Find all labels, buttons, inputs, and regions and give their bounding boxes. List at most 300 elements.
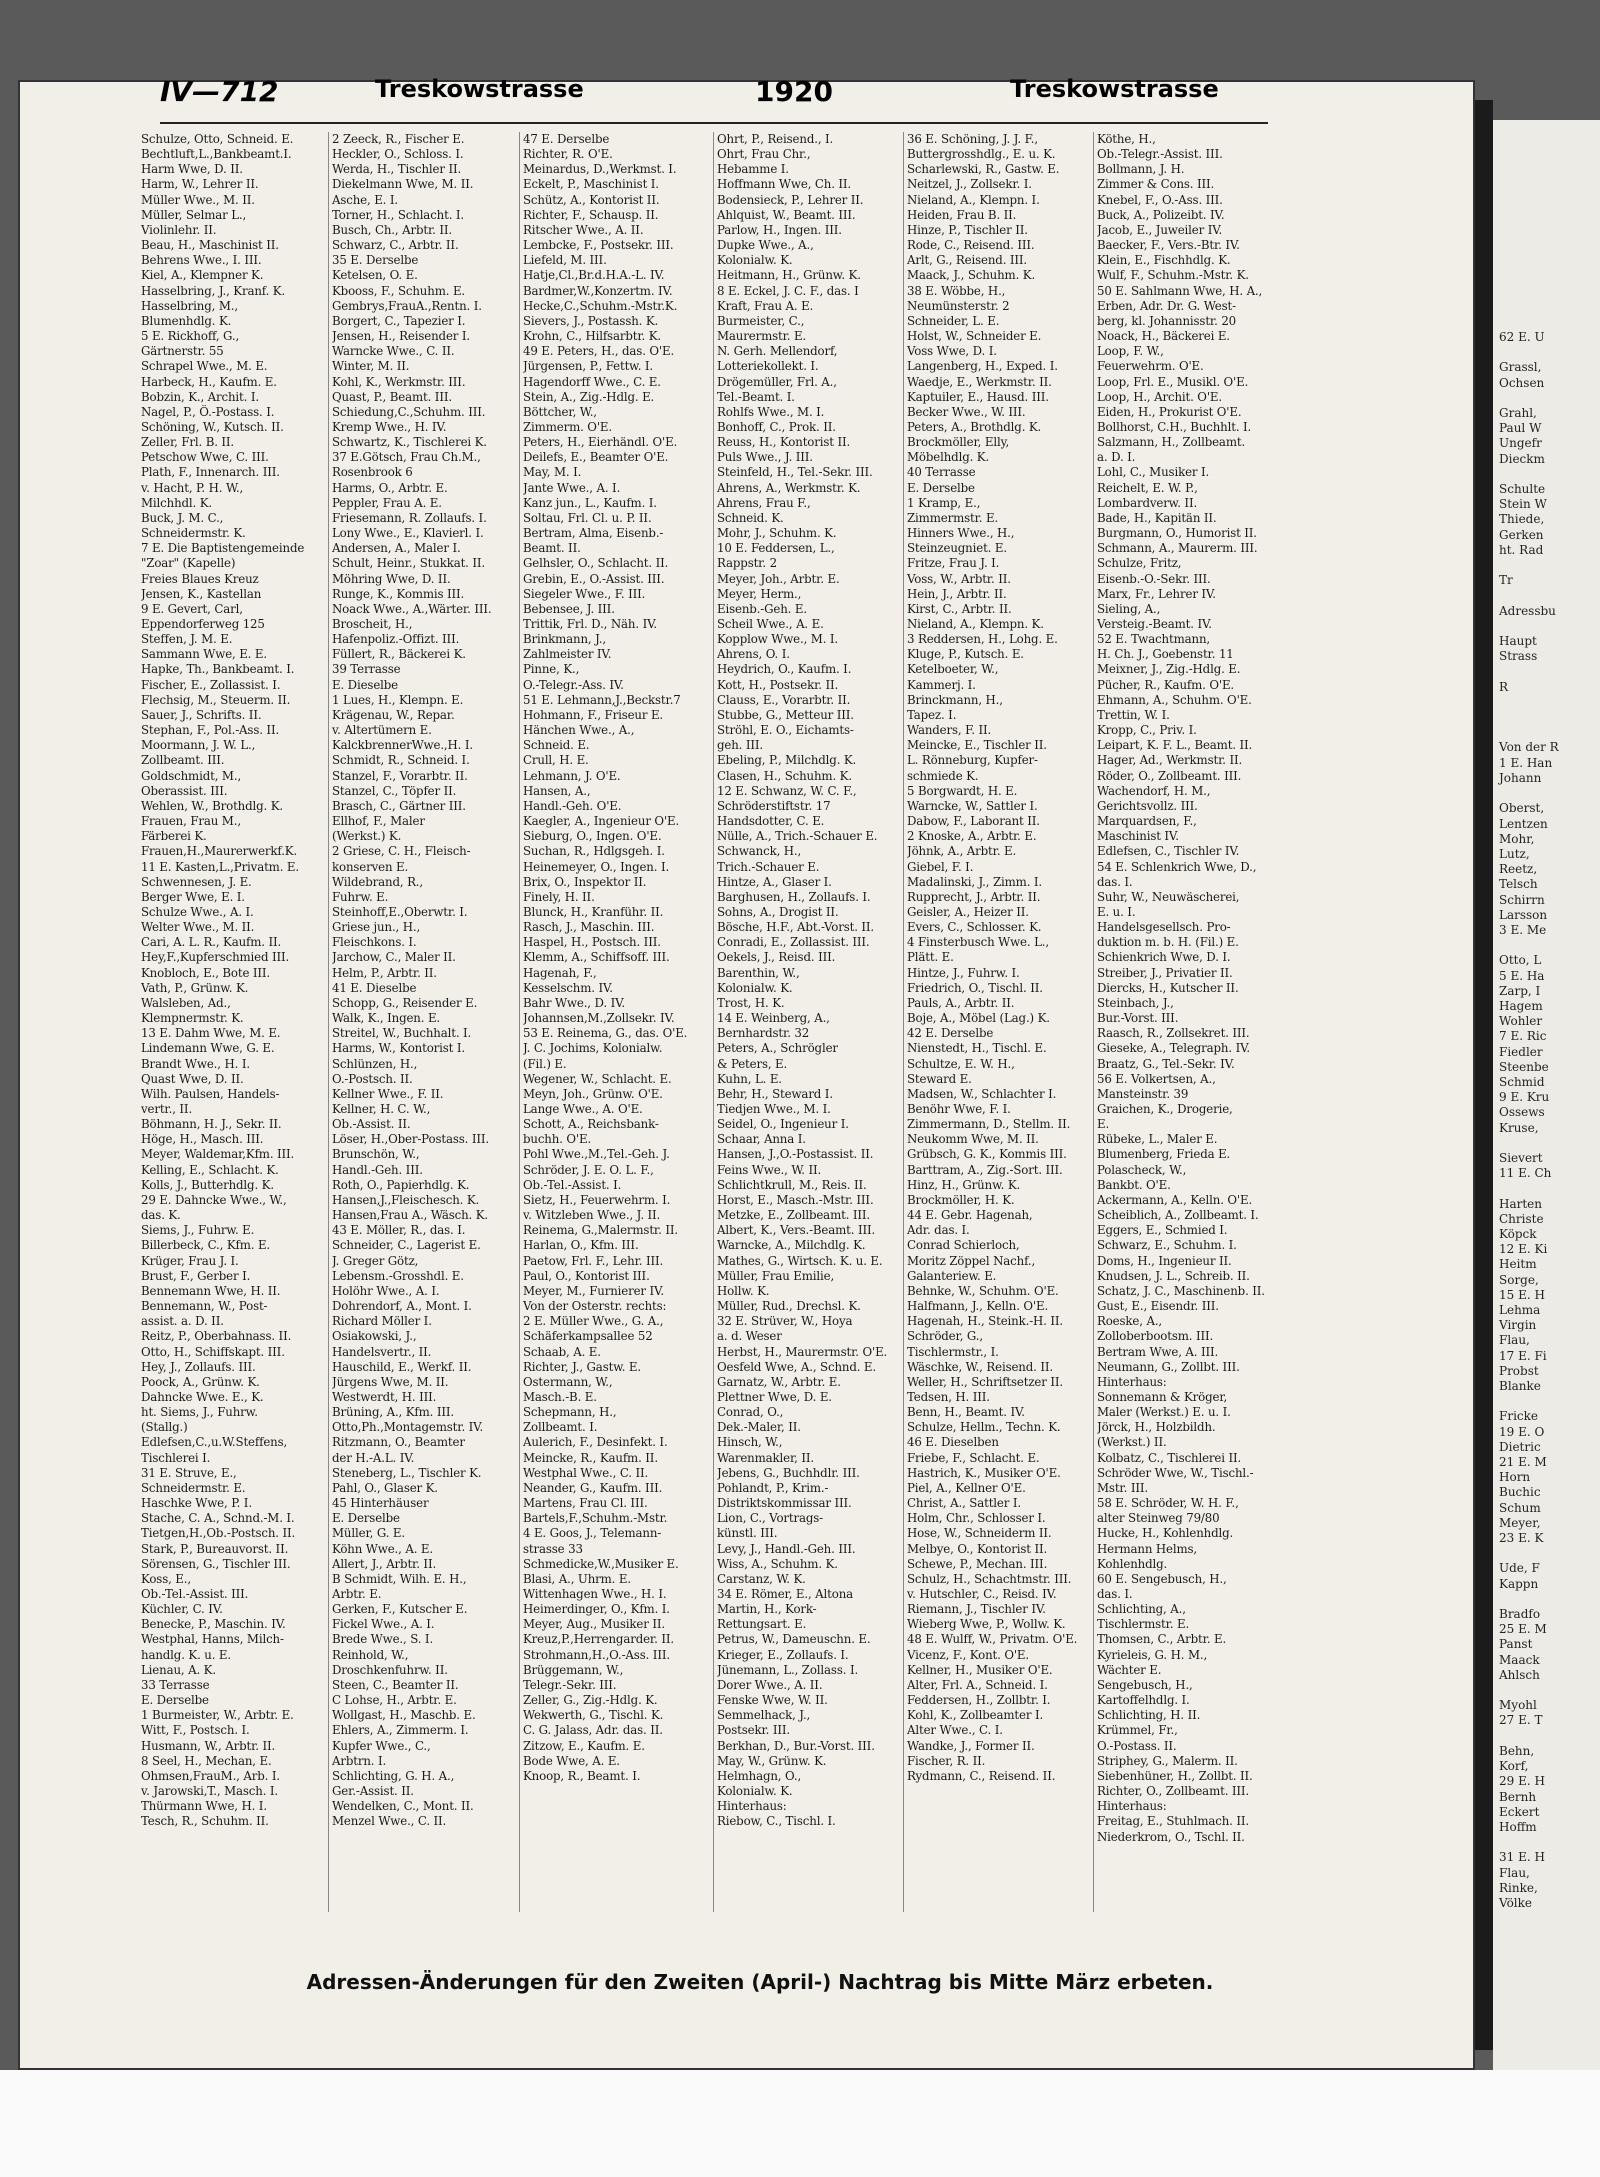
directory-entry: Krägenau, W., Repar. [332, 707, 455, 722]
directory-entry: Griese jun., H., [332, 920, 421, 935]
directory-entry: Blumenberg, Frieda E. [1097, 1147, 1231, 1162]
directory-entry: Ob.-Tel.-Assist. III. [141, 1587, 249, 1601]
directory-entry: Pinne, K., [523, 662, 580, 677]
column-1 [138, 132, 325, 1912]
directory-entry: Jürgensen, P., Fettw. I. [523, 359, 654, 374]
directory-entry: Schütz, A., Kontorist II. [523, 192, 660, 207]
directory-entry: Kolonialw. K. [717, 980, 793, 995]
directory-entry: Schwarz, E., Schuhm. I. [1097, 1238, 1237, 1253]
directory-entry: Gust, E., Eisendr. III. [1097, 1299, 1219, 1314]
adjacent-page-line [1499, 695, 1599, 710]
directory-entry: Lindemann Wwe, G. E. [141, 1041, 275, 1056]
directory-entry: Andersen, A., Maler I. [332, 541, 461, 556]
adjacent-page-line: 19 E. O [1499, 1424, 1545, 1439]
directory-entry: Zimmermann, D., Stellm. II. [907, 1117, 1071, 1132]
directory-entry: Lange Wwe., A. O'E. [523, 1102, 643, 1116]
directory-entry: Gelhsler, O., Schlacht. II. [523, 556, 669, 571]
directory-entry: Bartels,F.,Schuhm.-Mstr. [523, 1511, 668, 1526]
directory-entry: Heitmann, H., Grünw. K. [717, 268, 861, 283]
directory-entry: Scheiblich, A., Zollbeamt. I. [1097, 1208, 1259, 1223]
directory-entry: Schulze, Fritz, [1097, 556, 1182, 571]
directory-entry: Galanteriew. E. [907, 1268, 997, 1283]
directory-entry: Sauer, J., Schrifts. II. [141, 707, 262, 722]
directory-entry: Eisenb.-Geh. E. [717, 601, 807, 616]
directory-entry: Metzke, E., Zollbeamt. III. [717, 1208, 871, 1223]
adjacent-page-line: Johann [1499, 770, 1542, 785]
directory-entry: Lotteriekollekt. I. [717, 359, 819, 374]
directory-entry: Adr. das. I. [907, 1223, 970, 1238]
directory-entry: Hagenah, F., [523, 965, 597, 980]
directory-entry: Neitzel, J., Zollsekr. I. [907, 177, 1032, 192]
directory-entry: Stanzel, C., Töpfer II. [332, 783, 457, 798]
directory-entry: v. Altertümern E. [332, 723, 432, 738]
adjacent-page-line [1499, 391, 1599, 406]
adjacent-page-line: Maack [1499, 1652, 1540, 1667]
directory-entry: Hafenpoliz.-Offizt. III. [332, 632, 460, 647]
directory-entry: Friesemann, R. Zollaufs. I. [332, 510, 487, 525]
directory-entry: Kanz jun., L., Kaufm. I. [523, 495, 657, 510]
directory-entry: Oesfeld Wwe, A., Schnd. E. [717, 1359, 876, 1374]
directory-entry: Tischlermstr., I. [907, 1344, 999, 1359]
adjacent-page-line: Paul W [1499, 421, 1542, 436]
directory-entry: Kropp, C., Priv. I. [1097, 723, 1197, 738]
directory-entry: Walk, K., Ingen. E. [332, 1011, 441, 1026]
adjacent-page-line: Schulte [1499, 482, 1546, 497]
adjacent-page-line: 15 E. H [1499, 1287, 1545, 1302]
adjacent-page-line: Sievert [1499, 1150, 1543, 1165]
directory-entry: Zollbeamt. III. [141, 753, 225, 768]
directory-entry: L. Rönneburg, Kupfer- [907, 753, 1038, 768]
directory-entry: Kreuz,P.,Herrengarder. II. [523, 1632, 674, 1647]
directory-entry: Rode, C., Reisend. III. [907, 238, 1035, 253]
directory-entry: Harm Wwe, D. II. [141, 162, 243, 177]
directory-entry: Fenske Wwe, W. II. [717, 1693, 828, 1708]
directory-entry: 47 E. Derselbe [523, 132, 610, 146]
directory-entry: Hey,F.,Kupferschmied III. [141, 950, 290, 965]
adjacent-page-line [1499, 938, 1599, 953]
directory-entry: Jürgens Wwe, M. II. [332, 1374, 449, 1389]
adjacent-page-line: Otto, L [1499, 953, 1542, 968]
directory-entry: Allert, J., Arbtr. II. [332, 1556, 437, 1571]
directory-entry: C Lohse, H., Arbtr. E. [332, 1693, 457, 1708]
directory-entry: Madalinski, J., Zimm. I. [907, 874, 1043, 889]
directory-entry: Wollgast, H., Maschb. E. [332, 1708, 476, 1723]
directory-entry: Goldschmidt, M., [141, 768, 242, 783]
directory-entry: Trich.-Schauer E. [717, 859, 820, 874]
directory-entry: 60 E. Sengebusch, H., [1097, 1571, 1227, 1586]
directory-entry: Bardmer,W.,Konzertm. IV. [523, 283, 673, 298]
adjacent-page-fragment [1493, 120, 1600, 2080]
directory-entry: Winter, M. II. [332, 359, 410, 374]
directory-entry: Hinterhaus: [1097, 1799, 1167, 1814]
directory-entry: Bobzin, K., Archit. I. [141, 389, 259, 404]
adjacent-page-line: Meyer, [1499, 1515, 1541, 1530]
adjacent-page-line [1499, 467, 1599, 482]
directory-entry: Hatje,Cl.,Br.d.H.A.-L. IV. [523, 268, 665, 283]
directory-entry: Roeske, A., [1097, 1314, 1163, 1329]
directory-entry: Warncke, A., Milchdlg. K. [717, 1238, 866, 1253]
directory-entry: Krieger, E., Zollaufs. I. [717, 1647, 849, 1662]
directory-entry: Husmann, W., Arbtr. II. [141, 1738, 276, 1753]
directory-entry: Bertram Wwe, A. III. [1097, 1344, 1219, 1359]
street-name-right: Treskowstrasse [1010, 75, 1219, 103]
directory-entry: Moormann, J. W. L., [141, 738, 256, 753]
directory-entry: Soltau, Frl. Cl. u. P. II. [523, 510, 652, 525]
directory-entry: Kraft, Frau A. E. [717, 298, 814, 313]
column-5 [903, 132, 1091, 1912]
directory-entry: Hansen, J.,O.-Postassist. II. [717, 1147, 874, 1162]
directory-entry: Kupfer Wwe., C., [332, 1738, 431, 1753]
directory-entry: Noack, H., Bäckerei E. [1097, 329, 1230, 344]
adjacent-page-line: Korf, [1499, 1759, 1529, 1774]
directory-entry: Jensen, H., Reisender I. [332, 329, 470, 344]
directory-entry: Horst, E., Masch.-Mstr. III. [717, 1192, 874, 1207]
adjacent-page-line [1499, 786, 1599, 801]
directory-entry: Zimmerm. O'E. [523, 419, 612, 434]
directory-entry: (Fil.) E. [523, 1056, 567, 1071]
directory-entry: Maler (Werkst.) E. u. I. [1097, 1405, 1231, 1420]
directory-entry: 2 Griese, C. H., Fleisch- [332, 844, 471, 859]
directory-entry: Kolbatz, C., Tischlerei II. [1097, 1450, 1242, 1465]
adjacent-page-line: 11 E. Ch [1499, 1166, 1552, 1181]
directory-entry: Bade, H., Kapitän II. [1097, 510, 1217, 525]
directory-entry: Bennemann, W., Post- [141, 1299, 268, 1314]
adjacent-page-line: Eckert [1499, 1804, 1540, 1819]
directory-entry: Knudsen, J. L., Schreib. II. [1097, 1268, 1250, 1283]
adjacent-page-line: Hoffm [1499, 1819, 1537, 1834]
directory-entry: Eppendorferweg 125 [141, 617, 265, 631]
directory-entry: Richter, F., Schausp. II. [523, 207, 659, 222]
directory-entry: Fleischkons. I. [332, 935, 417, 950]
directory-entry: Helmhagn, O., [717, 1768, 802, 1783]
directory-entry: Berger Wwe, E. I. [141, 889, 245, 904]
directory-entry: Rupprecht, J., Arbtr. II. [907, 889, 1041, 904]
directory-entry: Schneidermstr. K. [141, 526, 246, 541]
directory-entry: v. Hutschler, C., Reisd. IV. [907, 1587, 1057, 1601]
directory-entry: Broscheit, H., [332, 617, 413, 631]
directory-entry: Conrad Schierloch, [907, 1238, 1020, 1253]
directory-entry: Sohns, A., Drogist II. [717, 904, 839, 919]
directory-entry: Barghusen, H., Zollaufs. I. [717, 889, 871, 904]
directory-entry: 34 E. Römer, E., Altona [717, 1587, 854, 1601]
directory-entry: Zolloberbootsm. III. [1097, 1329, 1214, 1344]
directory-entry: Ackermann, A., Kelln. O'E. [1097, 1192, 1253, 1207]
directory-entry: 37 E.Götsch, Frau Ch.M., [332, 450, 481, 465]
directory-entry: Brinkmann, J., [523, 632, 606, 647]
directory-entry: N. Gerh. Mellendorf, [717, 344, 838, 359]
directory-entry: Semmelhack, J., [717, 1708, 811, 1723]
directory-entry: Fischer, E., Zollassist. I. [141, 677, 281, 692]
directory-entry: Brinckmann, H., [907, 692, 1003, 707]
adjacent-page-line: 23 E. K [1499, 1531, 1544, 1546]
directory-entry: Richard Möller I. [332, 1314, 432, 1329]
directory-entry: Brüning, A., Kfm. III. [332, 1405, 454, 1420]
directory-entry: Dahncke Wwe. E., K. [141, 1389, 264, 1404]
adjacent-page-line [1499, 558, 1599, 573]
adjacent-page-line: Adressbu [1499, 603, 1556, 618]
directory-entry: Hinsch, W., [717, 1435, 783, 1450]
directory-entry: Klempnermstr. K. [141, 1011, 244, 1026]
directory-entry: Sonnemann & Kröger, [1097, 1389, 1228, 1404]
adjacent-page-line: Christe [1499, 1211, 1544, 1226]
directory-entry: Buttergrosshdlg., E. u. K. [907, 147, 1056, 162]
directory-entry: Boje, A., Möbel (Lag.) K. [907, 1011, 1050, 1026]
directory-entry: Bankbt. O'E. [1097, 1177, 1171, 1192]
directory-entry: Strohmann,H.,O.-Ass. III. [523, 1647, 670, 1662]
directory-entry: Blumenhdlg. K. [141, 313, 232, 328]
directory-entry: Plätt. E. [907, 950, 954, 965]
directory-entry: Rosenbrook 6 [332, 465, 413, 480]
directory-entry: 39 Terrasse [332, 662, 401, 677]
directory-entry: Salzmann, H., Zollbeamt. [1097, 435, 1246, 450]
directory-entry: Wächter E. [1097, 1662, 1162, 1677]
directory-entry: Wieberg Wwe, P., Wollw. K. [907, 1617, 1066, 1632]
directory-entry: Menzel Wwe., C. II. [332, 1814, 447, 1829]
directory-entry: Meixner, J., Zig.-Hdlg. E. [1097, 662, 1241, 677]
directory-entry: Wandke, J., Former II. [907, 1738, 1035, 1753]
directory-entry: Knoop, R., Beamt. I. [523, 1768, 641, 1783]
directory-entry: Handsdotter, C. E. [717, 814, 825, 829]
directory-entry: Bur.-Vorst. III. [1097, 1011, 1179, 1026]
directory-entry: Tischlermstr. E. [1097, 1617, 1190, 1632]
directory-entry: Aulerich, F., Desinfekt. I. [523, 1435, 668, 1450]
adjacent-page-line: Tr [1499, 573, 1513, 588]
directory-entry: Schneid. E. [523, 738, 590, 753]
directory-entry: (Stallg.) [141, 1420, 188, 1435]
directory-entry: Arbtr. E. [332, 1587, 382, 1601]
directory-entry: Meyer, M., Furnierer IV. [523, 1283, 664, 1298]
adjacent-page-line: Schirrn [1499, 892, 1545, 907]
directory-entry: Schröderstiftstr. 17 [717, 798, 831, 813]
directory-entry: Tietgen,H.,Ob.-Postsch. II. [141, 1526, 296, 1541]
directory-entry: Borgert, C., Tapezier I. [332, 313, 466, 328]
adjacent-page-line: Haupt [1499, 634, 1537, 649]
adjacent-page-line: Buchic [1499, 1485, 1541, 1500]
directory-entry: Hauschild, E., Werkf. II. [332, 1359, 472, 1374]
directory-entry: Dorer Wwe., A. II. [717, 1677, 823, 1692]
directory-entry: Stein, A., Zig.-Hdlg. E. [523, 389, 655, 404]
directory-entry: Clasen, H., Schuhm. K. [717, 768, 852, 783]
directory-entry: Jörck, H., Holzbildh. [1097, 1420, 1216, 1435]
directory-entry: Mstr. III. [1097, 1480, 1148, 1495]
directory-entry: Meincke, R., Kaufm. II. [523, 1450, 658, 1465]
directory-entry: Rübeke, L., Maler E. [1097, 1132, 1218, 1147]
directory-entry: Pohlandt, P., Krim.- [717, 1480, 829, 1495]
directory-entry: Lebensm.-Grosshdl. E. [332, 1268, 464, 1283]
directory-entry: Peters, H., Eierhändl. O'E. [523, 435, 678, 450]
adjacent-page-line: Zarp, I [1499, 983, 1541, 998]
directory-entry: Krümmel, Fr., [1097, 1723, 1178, 1738]
directory-entry: Trost, H. K. [717, 995, 785, 1010]
directory-entry: Schmedicke,W.,Musiker E. [523, 1556, 679, 1571]
directory-entry: Schlichting, H. II. [1097, 1708, 1201, 1723]
directory-entry: Müller, G. E. [332, 1526, 405, 1541]
directory-entry: Scheil Wwe., A. E. [717, 617, 824, 631]
directory-entry: Heydrich, O., Kaufm. I. [717, 662, 852, 677]
directory-entry: Kott, H., Postsekr. II. [717, 677, 839, 692]
directory-entry: Feins Wwe., W. II. [717, 1162, 822, 1177]
directory-entry: Maurermstr. E. [717, 329, 807, 344]
directory-entry: Hintze, J., Fuhrw. I. [907, 965, 1020, 980]
directory-entry: Haschke Wwe, P. I. [141, 1496, 252, 1511]
directory-entry: Mansteinstr. 39 [1097, 1086, 1189, 1101]
directory-entry: Suchan, R., Hdlgsgeh. I. [523, 844, 665, 859]
directory-entry: Thürmann Wwe, H. I. [141, 1799, 267, 1814]
directory-entry: Tesch, R., Schuhm. II. [141, 1814, 269, 1829]
directory-entry: Masch.-B. E. [523, 1389, 597, 1404]
adjacent-page-line: Völke [1499, 1895, 1532, 1910]
directory-entry: Wendelken, C., Mont. II. [332, 1799, 474, 1814]
directory-entry: Kuhn, L. E. [717, 1071, 782, 1086]
adjacent-page-line: Ossews [1499, 1105, 1545, 1120]
directory-entry: Feuerwehrm. O'E. [1097, 359, 1204, 374]
directory-entry: Ger.-Assist. II. [332, 1784, 414, 1799]
directory-entry: Schrapel Wwe., M. E. [141, 359, 268, 374]
directory-entry: Lombardverw. II. [1097, 495, 1198, 510]
directory-entry: Evers, C., Schlosser. K. [907, 920, 1042, 935]
directory-entry: Mathes, G., Wirtsch. K. u. E. [717, 1253, 883, 1268]
directory-entry: Küchler, C. IV. [141, 1602, 223, 1617]
directory-entry: Loop, F. W., [1097, 344, 1164, 359]
directory-entry: Mohr, J., Schuhm. K. [717, 526, 837, 541]
directory-entry: Drögemüller, Frl. A., [717, 374, 837, 389]
column-4 [713, 132, 901, 1912]
adjacent-page-line: Telsch [1499, 877, 1538, 892]
directory-entry: Steward E. [907, 1071, 972, 1086]
directory-entry: Pahl, O., Glaser K. [332, 1480, 438, 1495]
directory-entry: Plettner Wwe, D. E. [717, 1389, 832, 1404]
directory-entry: Dupke Wwe., A., [717, 238, 814, 253]
adjacent-page-line [1499, 664, 1599, 679]
directory-entry: 13 E. Dahm Wwe, M. E. [141, 1026, 281, 1041]
directory-entry: Schwarz, C., Arbtr. II. [332, 238, 459, 253]
directory-entry: Wildebrand, R., [332, 874, 424, 889]
adjacent-page-line [1499, 1546, 1599, 1561]
directory-entry: Kohlenhdlg. [1097, 1556, 1168, 1571]
adjacent-page-line: Kruse, [1499, 1120, 1539, 1135]
directory-entry: Meyn, Joh., Grünw. O'E. [523, 1086, 663, 1101]
directory-entry: Plath, F., Innenarch. III. [141, 465, 280, 480]
directory-entry: Alter, Frl. A., Schneid. I. [907, 1677, 1048, 1692]
adjacent-page-line: 12 E. Ki [1499, 1242, 1548, 1257]
column-3 [519, 132, 711, 1912]
directory-entry: Krohn, C., Hilfsarbtr. K. [523, 329, 661, 344]
directory-entry: Roth, O., Papierhdlg. K. [332, 1177, 470, 1192]
directory-entry: & Peters, E. [717, 1056, 788, 1071]
directory-entry: Hansen,Frau A., Wäsch. K. [332, 1208, 488, 1223]
directory-entry: Niederkrom, O., Tschl. II. [1097, 1829, 1245, 1844]
directory-entry: Nienstedt, H., Tischl. E. [907, 1041, 1047, 1056]
adjacent-page-line: Rinke, [1499, 1880, 1538, 1895]
directory-entry: 3 Reddersen, H., Lohg. E. [907, 632, 1058, 647]
directory-entry: Richter, O., Zollbeamt. III. [1097, 1784, 1250, 1799]
directory-entry: 14 E. Weinberg, A., [717, 1011, 830, 1026]
directory-entry: Frauen, Frau M., [141, 814, 241, 829]
adjacent-page-line: Fricke [1499, 1409, 1538, 1424]
adjacent-page-line: Dietric [1499, 1439, 1541, 1454]
directory-entry: v. Jarowski,T., Masch. I. [141, 1784, 279, 1799]
adjacent-page-line: Flau, [1499, 1333, 1530, 1348]
directory-entry: KalckbrennerWwe.,H. I. [332, 738, 473, 753]
directory-entry: Nieland, A., Klempn. I. [907, 192, 1040, 207]
directory-entry: Meyer, Aug., Musiker II. [523, 1617, 665, 1632]
directory-entry: Reitz, P., Oberbahnass. II. [141, 1329, 292, 1344]
directory-entry: Heckler, O., Schloss. I. [332, 147, 464, 162]
adjacent-page-line [1499, 710, 1599, 725]
year: 1920 [755, 75, 833, 108]
directory-entry: geh. III. [717, 738, 764, 753]
directory-entry: Schwartz, K., Tischlerei K. [332, 435, 487, 450]
directory-entry: Schneider, C., Lagerist E. [332, 1238, 481, 1253]
directory-entry: Grebin, E., O.-Assist. III. [523, 571, 665, 586]
directory-entry: H. Ch. J., Goebenstr. 11 [1097, 647, 1234, 662]
directory-entry: Sörensen, G., Tischler III. [141, 1556, 291, 1571]
directory-entry: 36 E. Schöning, J. J. F., [907, 132, 1039, 146]
directory-entry: Hinners Wwe., H., [907, 526, 1015, 541]
directory-entry: Trettin, W. I. [1097, 707, 1170, 722]
directory-entry: Brust, F., Gerber I. [141, 1268, 251, 1283]
directory-entry: Raasch, R., Zollsekret. III. [1097, 1026, 1250, 1041]
directory-entry: 32 E. Strüver, W., Hoya [717, 1314, 853, 1329]
directory-entry: Wachendorf, H. M., [1097, 783, 1211, 798]
directory-entry: Gärtnerstr. 55 [141, 344, 224, 359]
directory-entry: Kellner, H., Musiker O'E. [907, 1662, 1053, 1677]
directory-entry: Kammerj. I. [907, 677, 976, 692]
directory-entry: Köthe, H., [1097, 132, 1156, 146]
directory-entry: E. Derselbe [332, 1511, 400, 1526]
directory-entry: 1 Burmeister, W., Arbtr. E. [141, 1708, 294, 1723]
directory-entry: assist. a. D. II. [141, 1314, 224, 1329]
directory-entry: Jensen, K., Kastellan [141, 586, 262, 601]
directory-entry: Handl.-Geh. III. [332, 1162, 423, 1177]
directory-entry: Carstanz, W. K. [717, 1571, 806, 1586]
directory-entry: 53 E. Reinema, G., das. O'E. [523, 1026, 688, 1041]
directory-entry: Ahlquist, W., Beamt. III. [717, 207, 856, 222]
directory-entry: Rydmann, C., Reisend. II. [907, 1768, 1056, 1783]
directory-entry: Meyer, Joh., Arbtr. E. [717, 571, 840, 586]
directory-entry: Diekelmann Wwe, M. II. [332, 177, 474, 192]
directory-entry: Nieland, A., Klempn. K. [907, 617, 1044, 631]
directory-entry: Wanders, F. II. [907, 723, 992, 738]
directory-entry: Pohl Wwe.,M.,Tel.-Geh. J. [523, 1147, 670, 1162]
directory-entry: Behr, H., Steward I. [717, 1086, 833, 1101]
adjacent-page-line [1499, 1683, 1599, 1698]
directory-entry: Liefeld, M. III. [523, 253, 607, 268]
directory-entry: Sieling, A., [1097, 601, 1161, 616]
directory-entry: Zitzow, E., Kaufm. E. [523, 1738, 645, 1753]
directory-entry: Holöhr Wwe., A. I. [332, 1283, 440, 1298]
directory-entry: Petrus, W., Dameuschn. E. [717, 1632, 871, 1647]
directory-entry: Rohlfs Wwe., M. I. [717, 404, 825, 419]
adjacent-page-line: Ungefr [1499, 436, 1542, 451]
directory-entry: Schröder, J. E. O. L. F., [523, 1162, 654, 1177]
adjacent-page-line [1499, 345, 1599, 360]
directory-entry: Rappstr. 2 [717, 556, 777, 571]
directory-entry: Hucke, H., Kohlenhdlg. [1097, 1526, 1234, 1541]
directory-entry: Kaegler, A., Ingenieur O'E. [523, 814, 680, 829]
adjacent-page-line: 29 E. H [1499, 1774, 1545, 1789]
directory-entry: Hinterhaus: [717, 1799, 787, 1814]
directory-entry: 11 E. Kasten,L.,Privatm. E. [141, 859, 299, 874]
adjacent-page-line [1499, 725, 1599, 740]
directory-entry: Kbooss, F., Schuhm. E. [332, 283, 466, 298]
directory-entry: Schäferkampsallee 52 [523, 1329, 653, 1344]
directory-entry: Richter, J., Gastw. E. [523, 1359, 641, 1374]
directory-entry: Heiden, Frau B. II. [907, 207, 1017, 222]
directory-entry: Thomsen, C., Arbtr. E. [1097, 1632, 1227, 1647]
directory-entry: 4 E. Goos, J., Telemann- [523, 1526, 662, 1541]
directory-entry: Halfmann, J., Kelln. O'E. [907, 1299, 1049, 1314]
